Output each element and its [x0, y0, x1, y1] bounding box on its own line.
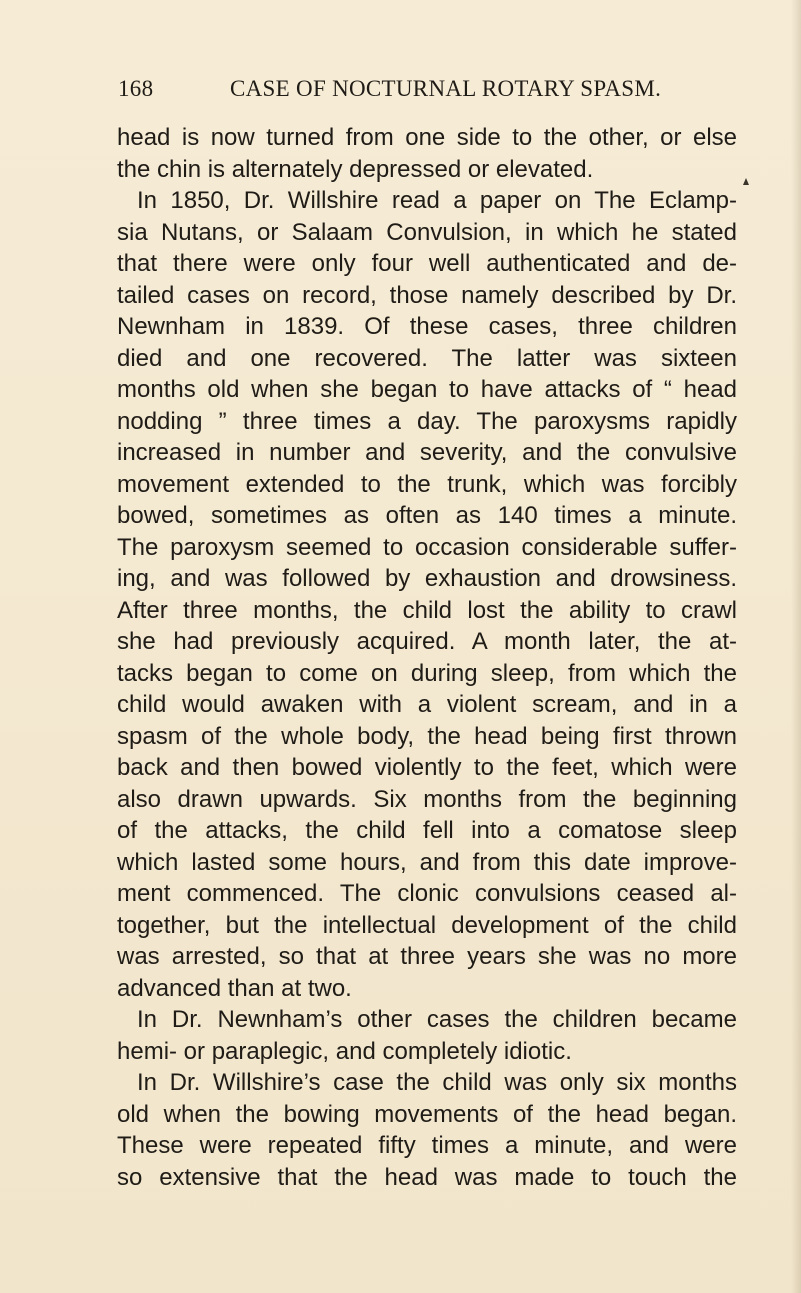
text-line: These were repeated fifty times a minute, and were [117, 1132, 737, 1159]
text-line: died and one recovered. The latter was sixteen [117, 344, 737, 372]
text-line: was arrested, so that at three years she was no more [117, 943, 737, 970]
text-line: of the attacks, the child fell into a comatose sleep [117, 817, 737, 844]
text-line: also drawn upwards. Six months from the beginning [117, 785, 737, 813]
text-line: bowed, sometimes as often as 140 times a minute. [117, 502, 737, 529]
page-edge-shadow [791, 0, 801, 1293]
text-line: nodding ” three times a day. The paroxysms rapidly [117, 407, 737, 435]
text-line: After three months, the child lost the ability to crawl [117, 596, 737, 624]
text-line: together, but the intellectual development of the child [117, 911, 737, 939]
page-number: 168 [118, 76, 154, 101]
text-line: the chin is alternately depressed or elevated. [117, 155, 594, 183]
text-line: tailed cases on record, those namely described by Dr. [117, 281, 737, 309]
text-line: so extensive that the head was made to touch the [117, 1163, 737, 1191]
text-line: The paroxysm seemed to occasion considerable suffer- [117, 533, 737, 561]
running-head [118, 76, 662, 106]
text-line: In Dr. Willshire’s case the child was only six months [137, 1069, 737, 1096]
text-line: In Dr. Newnham’s other cases the children became [137, 1006, 737, 1033]
text-line: Newnham in 1839. Of these cases, three children [117, 313, 737, 340]
running-title: CASE OF NOCTURNAL ROTARY SPASM. [230, 76, 662, 101]
text-line: that there were only four well authenticated and de- [117, 250, 737, 277]
text-line: sia Nutans, or Salaam Convulsion, in which he stated [117, 218, 737, 246]
text-line: she had previously acquired. A month later, the at- [117, 628, 737, 655]
text-line: head is now turned from one side to the other, or else [117, 124, 737, 151]
print-speck [743, 178, 749, 185]
text-line: advanced than at two. [117, 974, 352, 1002]
body-text [117, 122, 737, 1193]
text-line: In 1850, Dr. Willshire read a paper on The Eclamp- [137, 187, 737, 214]
text-line: ment commenced. The clonic convulsions ceased al- [117, 880, 737, 907]
text-line: back and then bowed violently to the feet, which were [117, 754, 737, 781]
text-line: spasm of the whole body, the head being first thrown [117, 722, 737, 750]
text-line: increased in number and severity, and the convulsive [117, 439, 737, 466]
text-line: old when the bowing movements of the head began. [117, 1100, 737, 1128]
text-line: movement extended to the trunk, which was forcibly [117, 470, 737, 498]
text-line: child would awaken with a violent scream, and in a [117, 691, 737, 718]
text-line: ing, and was followed by exhaustion and drowsiness. [117, 565, 737, 592]
text-line: months old when she began to have attacks of “ head [117, 376, 737, 403]
text-line: hemi- or paraplegic, and completely idiotic. [117, 1037, 572, 1065]
text-line: tacks began to come on during sleep, from which the [117, 659, 737, 687]
text-line: which lasted some hours, and from this date improve- [117, 848, 737, 876]
